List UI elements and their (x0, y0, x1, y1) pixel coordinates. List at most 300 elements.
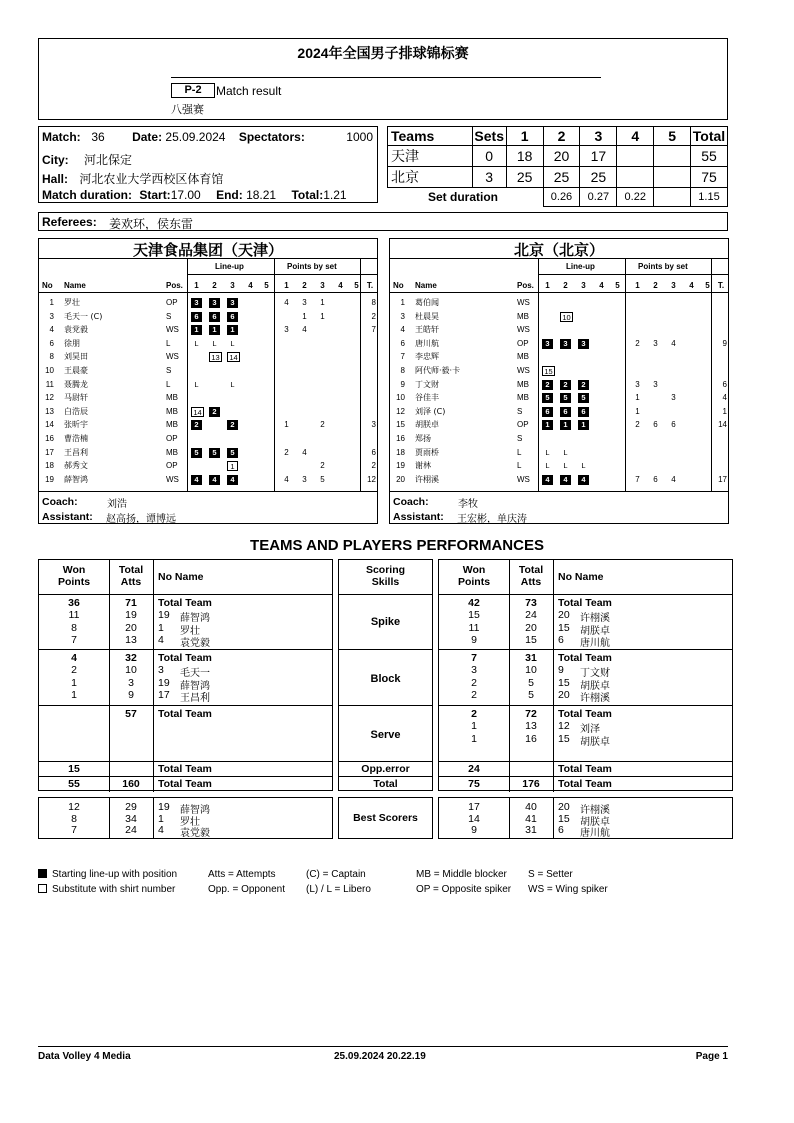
starting-position: 4 (578, 475, 589, 485)
legend-substitute-text: Substitute with shirt number (52, 884, 176, 895)
block-won: 4 (71, 652, 77, 664)
player-name: 曹浩楠 (64, 434, 88, 443)
player-number: 3 (400, 311, 405, 321)
player-name: 王昌利 (64, 447, 88, 457)
best-atts: 34 (125, 812, 137, 825)
scoring-skills (338, 559, 433, 791)
libero-marker: L (194, 338, 199, 348)
player-name: 王昌利 (180, 693, 210, 704)
player-number: 13 (45, 406, 54, 416)
skill-serve: Serve (370, 729, 401, 741)
player-position: WS (517, 298, 530, 307)
match-date: 25.09.2024 (165, 130, 226, 144)
player-number: 1 (400, 298, 405, 307)
player-position: L (517, 447, 522, 457)
skills-header: Scoring (365, 564, 406, 576)
player-position: OP (166, 461, 178, 471)
set-points: 4 (302, 447, 307, 457)
set-duration (654, 188, 691, 207)
lineup-col-header: 5 (615, 281, 620, 290)
player-total: 12 (367, 474, 376, 484)
end-value: 18.21 (246, 188, 277, 202)
header-box (38, 38, 728, 120)
player-name: 刘泽 (580, 724, 600, 735)
opp-error-won: 15 (68, 763, 80, 775)
set-points: 4 (302, 325, 307, 335)
best-number: 20 (558, 801, 570, 813)
points-col-header: 3 (320, 281, 325, 290)
starting-position: 3 (560, 339, 571, 349)
player-atts: 5 (528, 676, 534, 689)
total-atts: 160 (122, 778, 140, 790)
opp-error-total-team: Total Team (558, 763, 612, 775)
set-points: 4 (284, 474, 289, 484)
row-divider (39, 649, 332, 650)
player-total: 3 (371, 420, 376, 430)
set-score (617, 167, 654, 188)
starting-position: 4 (191, 475, 202, 485)
player-atts: 13 (525, 720, 537, 732)
legend-ws: WS = Wing spiker (528, 884, 608, 895)
best-name: 薛智鸿 (180, 805, 210, 816)
col-pos-header: Pos. (517, 281, 534, 290)
points-col-header: 4 (689, 281, 694, 290)
set-score (654, 167, 691, 188)
lineup-col-header: 2 (563, 281, 568, 290)
block-total-team: Total Team (158, 652, 212, 664)
player-name: 杜晨昊 (415, 311, 439, 321)
block-atts: 32 (125, 652, 137, 664)
set1-header: 1 (506, 127, 543, 146)
lineup-col-header: 3 (581, 281, 586, 290)
player-row (39, 378, 377, 392)
player-name: 薛智鸿 (180, 680, 210, 692)
header-divider (171, 77, 601, 78)
player-number: 1 (158, 621, 164, 634)
row-divider (39, 705, 332, 706)
row-divider (339, 705, 432, 706)
points-col-header: 2 (302, 281, 307, 290)
best-name: 许栩溪 (580, 805, 610, 816)
player-number: 17 (45, 447, 54, 457)
footer-timestamp: 25.09.2024 20.22.19 (334, 1051, 426, 1062)
starting-position: 3 (191, 298, 202, 308)
sets-header: Sets (472, 127, 506, 146)
player-number: 8 (49, 352, 54, 362)
player-name: 唐川航 (415, 338, 439, 348)
player-position: WS (166, 474, 179, 484)
row-divider (439, 594, 732, 595)
starting-position: 2 (542, 380, 553, 390)
player-number: 10 (45, 366, 54, 375)
player-name: 马尉轩 (64, 393, 88, 403)
starting-position: 6 (542, 407, 553, 417)
player-row (39, 432, 377, 446)
spectators-value: 1000 (346, 130, 373, 144)
set-points: 3 (635, 379, 640, 389)
player-number: 4 (49, 325, 54, 335)
set-duration: 0.27 (580, 188, 617, 207)
best-won: 8 (71, 812, 77, 825)
player-name: 薛智鸿 (64, 474, 88, 484)
col-no-header: No (42, 281, 53, 290)
player-number: 3 (49, 311, 54, 321)
player-number: 12 (558, 720, 570, 732)
player-number: 15 (558, 732, 570, 745)
player-won: 2 (471, 689, 477, 701)
player-row (390, 405, 728, 419)
hall-row (42, 170, 223, 187)
set-score: 25 (543, 167, 580, 188)
libero-marker: L (194, 379, 199, 389)
player-name: 聂腾龙 (64, 379, 88, 389)
player-name: 胡朕卓 (580, 680, 610, 692)
lineup-col-header: 2 (212, 281, 217, 290)
player-total: 7 (371, 325, 376, 335)
player-name: 唐川航 (580, 638, 610, 649)
total-atts: 176 (522, 778, 540, 790)
player-atts: 5 (528, 689, 534, 701)
starting-position: 6 (191, 312, 202, 322)
set-points: 1 (320, 311, 325, 321)
player-position: S (517, 406, 523, 416)
player-name: 王晨豪 (64, 366, 88, 375)
set2-header: 2 (543, 127, 580, 146)
skill-opp-error: Opp.error (361, 763, 410, 775)
set-points: 2 (320, 461, 325, 471)
set-points: 3 (302, 298, 307, 307)
player-name: 许栩溪 (580, 613, 610, 624)
player-total: 9 (722, 338, 727, 348)
header-divider (187, 274, 377, 275)
best-number: 15 (558, 812, 570, 825)
player-won: 15 (468, 609, 480, 621)
footer-page: Page 1 (695, 1051, 728, 1062)
player-won: 11 (468, 621, 480, 634)
best-atts: 40 (525, 801, 537, 813)
serve-atts: 57 (125, 708, 137, 720)
starting-position: 3 (227, 298, 238, 308)
libero-marker: L (545, 447, 550, 457)
assistant-label: Assistant: (42, 511, 93, 523)
set-points: 3 (653, 379, 658, 389)
starting-position: 3 (209, 298, 220, 308)
player-row (39, 350, 377, 364)
player-name: 胡朕卓 (580, 625, 610, 637)
player-number: 10 (396, 393, 405, 403)
player-number: 20 (396, 474, 405, 484)
player-row (390, 296, 728, 310)
player-row (39, 405, 377, 419)
player-total: 8 (371, 298, 376, 307)
skill-best-scorers: Best Scorers (353, 812, 418, 824)
legend-starting (38, 869, 177, 880)
legend-s: S = Setter (528, 869, 573, 880)
serve-total-team: Total Team (158, 708, 212, 720)
block-total-team: Total Team (558, 652, 612, 664)
substitute-number: 10 (560, 312, 573, 322)
opp-error-total-team: Total Team (158, 763, 212, 775)
player-number: 19 (158, 676, 170, 689)
player-won: 1 (471, 720, 477, 732)
hall-label: Hall: (42, 172, 69, 186)
player-position: L (166, 338, 171, 348)
starting-position: 2 (209, 407, 220, 417)
player-name: 贾雨桥 (415, 447, 439, 457)
column-divider (153, 798, 154, 838)
player-position: OP (166, 434, 178, 443)
serve-won: 2 (471, 708, 477, 720)
starting-position: 1 (191, 325, 202, 335)
best-atts: 24 (125, 824, 137, 836)
player-number: 15 (558, 621, 570, 634)
player-row (39, 323, 377, 337)
player-number: 4 (400, 325, 405, 335)
player-won: 1 (471, 732, 477, 745)
starting-position: 6 (209, 312, 220, 322)
player-row (39, 446, 377, 460)
starting-position: 5 (209, 448, 220, 458)
player-name: 刘泽 (C) (415, 406, 446, 416)
starting-position: 1 (542, 420, 553, 430)
starting-position: 4 (227, 475, 238, 485)
set-points: 4 (284, 298, 289, 307)
total-col-header: T. (366, 281, 374, 290)
points-by-set-header: Points by set (287, 262, 337, 271)
points-col-header: 2 (653, 281, 658, 290)
points-col-header: 3 (671, 281, 676, 290)
player-name: 白浩辰 (64, 406, 88, 416)
player-row (39, 418, 377, 432)
opp-error-won: 24 (468, 763, 480, 775)
set-points: 3 (671, 393, 676, 403)
player-won: 2 (71, 664, 77, 676)
starting-position: 5 (542, 393, 553, 403)
total-points: 75 (690, 167, 727, 188)
spike-atts: 71 (125, 597, 137, 609)
points-col-header: 1 (284, 281, 289, 290)
player-number: 20 (558, 609, 570, 621)
player-number: 12 (45, 393, 54, 403)
player-row (390, 418, 728, 432)
starting-position: 5 (227, 448, 238, 458)
set4-header: 4 (617, 127, 654, 146)
set-points: 1 (302, 311, 307, 321)
city-value: 河北保定 (84, 153, 133, 167)
player-position: S (517, 434, 523, 443)
player-number: 20 (558, 689, 570, 701)
coach-name: 刘浩 (107, 499, 127, 510)
player-row (39, 473, 377, 487)
page-title: 2024年全国男子排球锦标赛 (297, 45, 469, 61)
row-divider (339, 649, 432, 650)
home-performance (38, 559, 333, 791)
player-won: 1 (71, 689, 77, 701)
set-points: 2 (284, 447, 289, 457)
best-won: 12 (68, 801, 80, 813)
footer-divider (38, 1046, 728, 1047)
player-number: 1 (49, 298, 54, 307)
player-atts: 10 (125, 664, 137, 676)
player-name: 郑扬 (415, 434, 431, 443)
row-divider (439, 705, 732, 706)
player-atts: 24 (525, 609, 537, 621)
player-position: OP (517, 338, 529, 348)
set-points: 2 (635, 338, 640, 348)
header-divider (39, 292, 377, 293)
player-number: 18 (396, 447, 405, 457)
home-best-scorers (38, 797, 333, 839)
player-row (390, 364, 728, 378)
lineup-col-header: 5 (264, 281, 269, 290)
player-name: 张昕宇 (64, 420, 88, 430)
team-name: 北京 (388, 167, 473, 188)
player-name: 胡朕卓 (415, 420, 439, 430)
player-position: MB (166, 406, 178, 416)
player-number: 9 (558, 664, 564, 676)
player-row (39, 310, 377, 324)
serve-total-team: Total Team (558, 708, 612, 720)
end-label: End: (216, 188, 243, 202)
assistant-names: 赵高扬，谭博远 (106, 514, 176, 525)
legend-starting-text: Starting line-up with position (52, 869, 178, 880)
player-row (39, 364, 377, 378)
total-total-team: Total Team (158, 778, 212, 790)
player-position: MB (517, 393, 529, 403)
coach-name: 李牧 (458, 499, 478, 510)
player-atts: 9 (128, 689, 134, 701)
header-divider (538, 274, 728, 275)
performance-title: TEAMS AND PLAYERS PERFORMANCES (250, 537, 544, 554)
player-total: 6 (371, 447, 376, 457)
lineup-header: Line-up (566, 262, 595, 271)
block-atts: 31 (525, 652, 537, 664)
libero-marker: L (230, 338, 235, 348)
player-row (390, 323, 728, 337)
best-name: 唐川航 (580, 828, 610, 839)
player-atts: 3 (128, 676, 134, 689)
best-name: 袁党毅 (180, 828, 210, 839)
player-number: 6 (49, 338, 54, 348)
starting-square-icon (38, 869, 47, 878)
column-divider (553, 798, 554, 838)
set-points: 7 (635, 474, 640, 484)
points-col-header: 4 (338, 281, 343, 290)
starting-position: 2 (578, 380, 589, 390)
total-value: 1.21 (323, 188, 347, 202)
set-score: 18 (506, 146, 543, 167)
total-won: 55 (68, 778, 80, 790)
lineup-col-header: 4 (599, 281, 604, 290)
serve-atts: 72 (525, 708, 537, 720)
atts-header: Total (118, 564, 144, 576)
starting-position: 3 (578, 339, 589, 349)
player-row (390, 350, 728, 364)
scoreboard-row-away (388, 167, 728, 188)
player-number: 9 (400, 379, 405, 389)
set-points: 6 (653, 474, 658, 484)
set-points: 1 (635, 393, 640, 403)
city-row (42, 151, 132, 168)
player-number: 7 (400, 352, 405, 362)
set-points: 6 (671, 420, 676, 430)
player-position: OP (166, 298, 178, 307)
coach-divider (390, 491, 728, 492)
best-name: 胡朕卓 (580, 816, 610, 828)
player-atts: 10 (525, 664, 537, 676)
best-atts: 29 (125, 801, 137, 813)
player-row (39, 391, 377, 405)
player-name: 袁党毅 (64, 325, 88, 335)
substitute-number: 14 (191, 407, 204, 417)
row-divider (439, 761, 732, 762)
player-number: 15 (396, 420, 405, 430)
player-name: 薛智鸿 (180, 613, 210, 624)
starting-position: 1 (578, 420, 589, 430)
set-points: 1 (284, 420, 289, 430)
starting-position: 4 (209, 475, 220, 485)
player-total: 6 (722, 379, 727, 389)
assistant-names: 王宏彬，单庆涛 (457, 514, 527, 525)
set-score: 25 (506, 167, 543, 188)
total-header: Total (690, 127, 727, 146)
referees-box (38, 212, 728, 231)
best-won: 9 (471, 824, 477, 836)
player-row (390, 310, 728, 324)
player-name: 谢林 (415, 461, 431, 471)
player-atts: 20 (125, 621, 137, 634)
best-won: 14 (468, 812, 480, 825)
player-name: 袁党毅 (180, 638, 210, 649)
player-position: MB (166, 393, 178, 403)
row-divider (39, 594, 332, 595)
hall-value: 河北农业大学西校区体育馆 (79, 172, 224, 186)
player-position: WS (166, 352, 179, 362)
player-number: 3 (158, 664, 164, 676)
libero-marker: L (563, 461, 568, 471)
away-performance (438, 559, 733, 791)
spectators-label: Spectators: (238, 130, 305, 144)
starting-position: 2 (191, 420, 202, 430)
player-number: 19 (45, 474, 54, 484)
best-name: 罗壮 (180, 816, 200, 828)
set-points: 2 (635, 420, 640, 430)
player-position: MB (517, 311, 529, 321)
starting-position: 1 (227, 325, 238, 335)
player-position: OP (517, 420, 529, 430)
player-row (390, 391, 728, 405)
player-position: S (166, 366, 172, 375)
starting-position: 3 (542, 339, 553, 349)
player-number: 19 (396, 461, 405, 471)
name-header: No Name (158, 571, 204, 583)
row-divider (339, 776, 432, 777)
row-divider (439, 649, 732, 650)
set-duration-row (388, 188, 728, 207)
set-score: 25 (580, 167, 617, 188)
legend-opp: Opp. = Opponent (208, 884, 286, 895)
set-duration: 0.22 (617, 188, 654, 207)
libero-marker: L (563, 447, 568, 457)
best-number: 6 (558, 824, 564, 836)
referees-label: Referees: (42, 215, 97, 229)
spike-atts: 73 (525, 597, 537, 609)
city-label: City: (42, 153, 69, 167)
atts-header: Atts (120, 576, 142, 588)
player-name: 罗壮 (64, 298, 80, 307)
best-number: 1 (158, 812, 164, 825)
best-won: 17 (468, 801, 480, 813)
